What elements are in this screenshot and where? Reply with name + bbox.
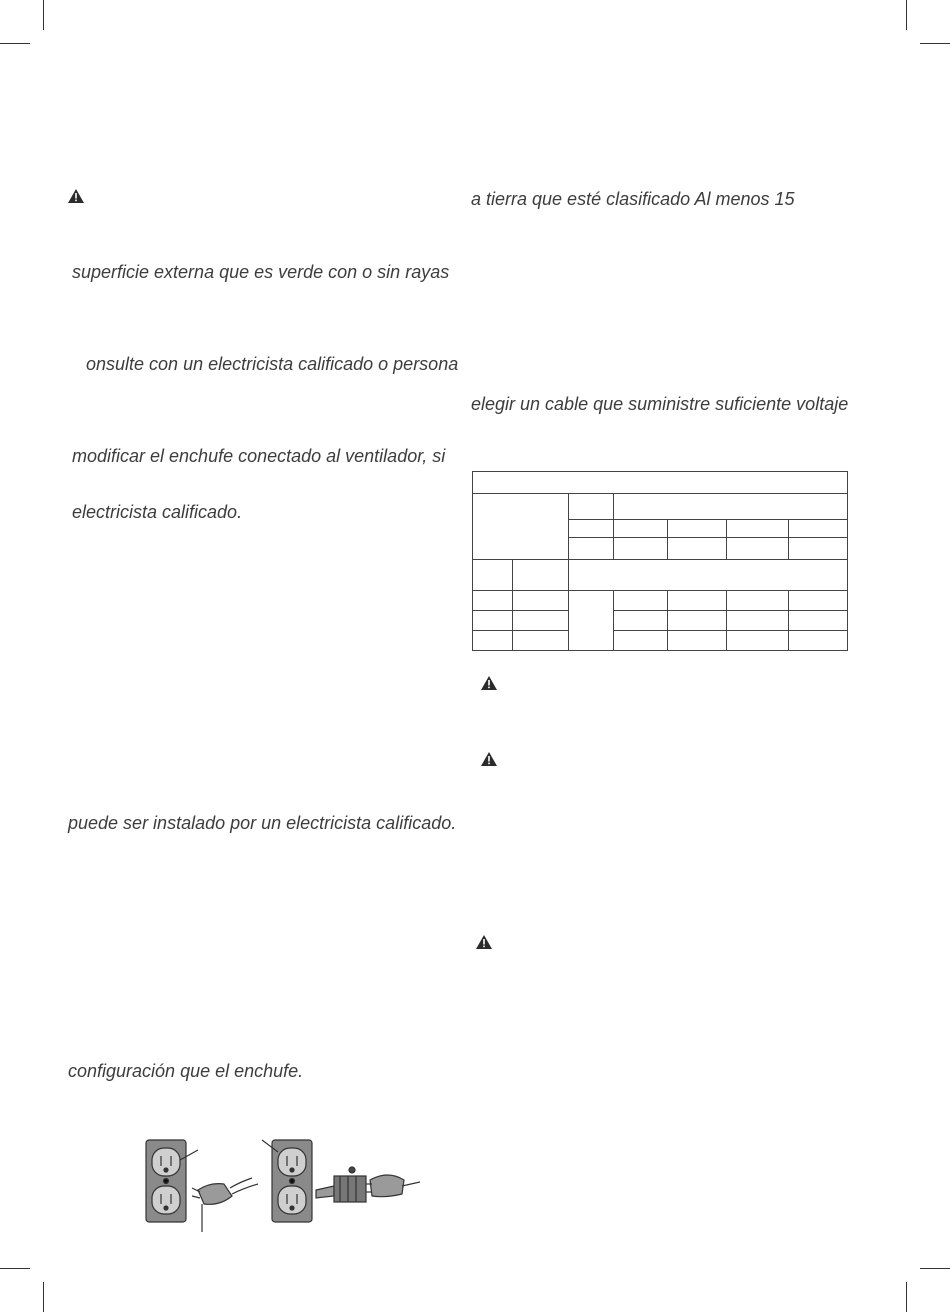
warning-icon xyxy=(481,752,497,766)
crop-mark-top-right-h xyxy=(920,43,950,44)
left-text-line: modificar el enchufe conectado al ventilador, si xyxy=(72,446,446,466)
table-row xyxy=(473,560,848,590)
table-row xyxy=(473,472,848,494)
warning-icon xyxy=(476,935,492,949)
extension-cord-table xyxy=(472,471,848,651)
right-text-line: a tierra que esté clasificado Al menos 15 xyxy=(471,189,795,209)
table-row xyxy=(473,590,848,610)
warning-icon xyxy=(68,189,84,203)
crop-mark-bottom-left-h xyxy=(0,1268,30,1269)
left-text-line: configuración que el enchufe. xyxy=(68,1061,304,1081)
table-row xyxy=(473,610,848,630)
table-row xyxy=(473,630,848,650)
crop-mark-top-left-h xyxy=(0,43,30,44)
crop-mark-bottom-right-v xyxy=(906,1282,907,1312)
warning-icon xyxy=(481,676,497,690)
crop-mark-bottom-left-v xyxy=(43,1282,44,1312)
crop-mark-top-right-v xyxy=(906,0,907,30)
left-text-line: electricista calificado. xyxy=(72,502,243,522)
left-text-line: puede ser instalado por un electricista calificado. xyxy=(68,813,457,833)
grounded-outlet-illustration xyxy=(140,1136,420,1232)
crop-mark-bottom-right-h xyxy=(920,1268,950,1269)
crop-mark-top-left-v xyxy=(43,0,44,30)
table-row xyxy=(473,494,848,520)
left-text-line: superficie externa que es verde con o sin rayas xyxy=(72,262,450,282)
right-text-line: elegir un cable que suministre suficiente voltaje xyxy=(471,394,849,414)
left-text-line: onsulte con un electricista calificado o persona xyxy=(86,354,459,374)
